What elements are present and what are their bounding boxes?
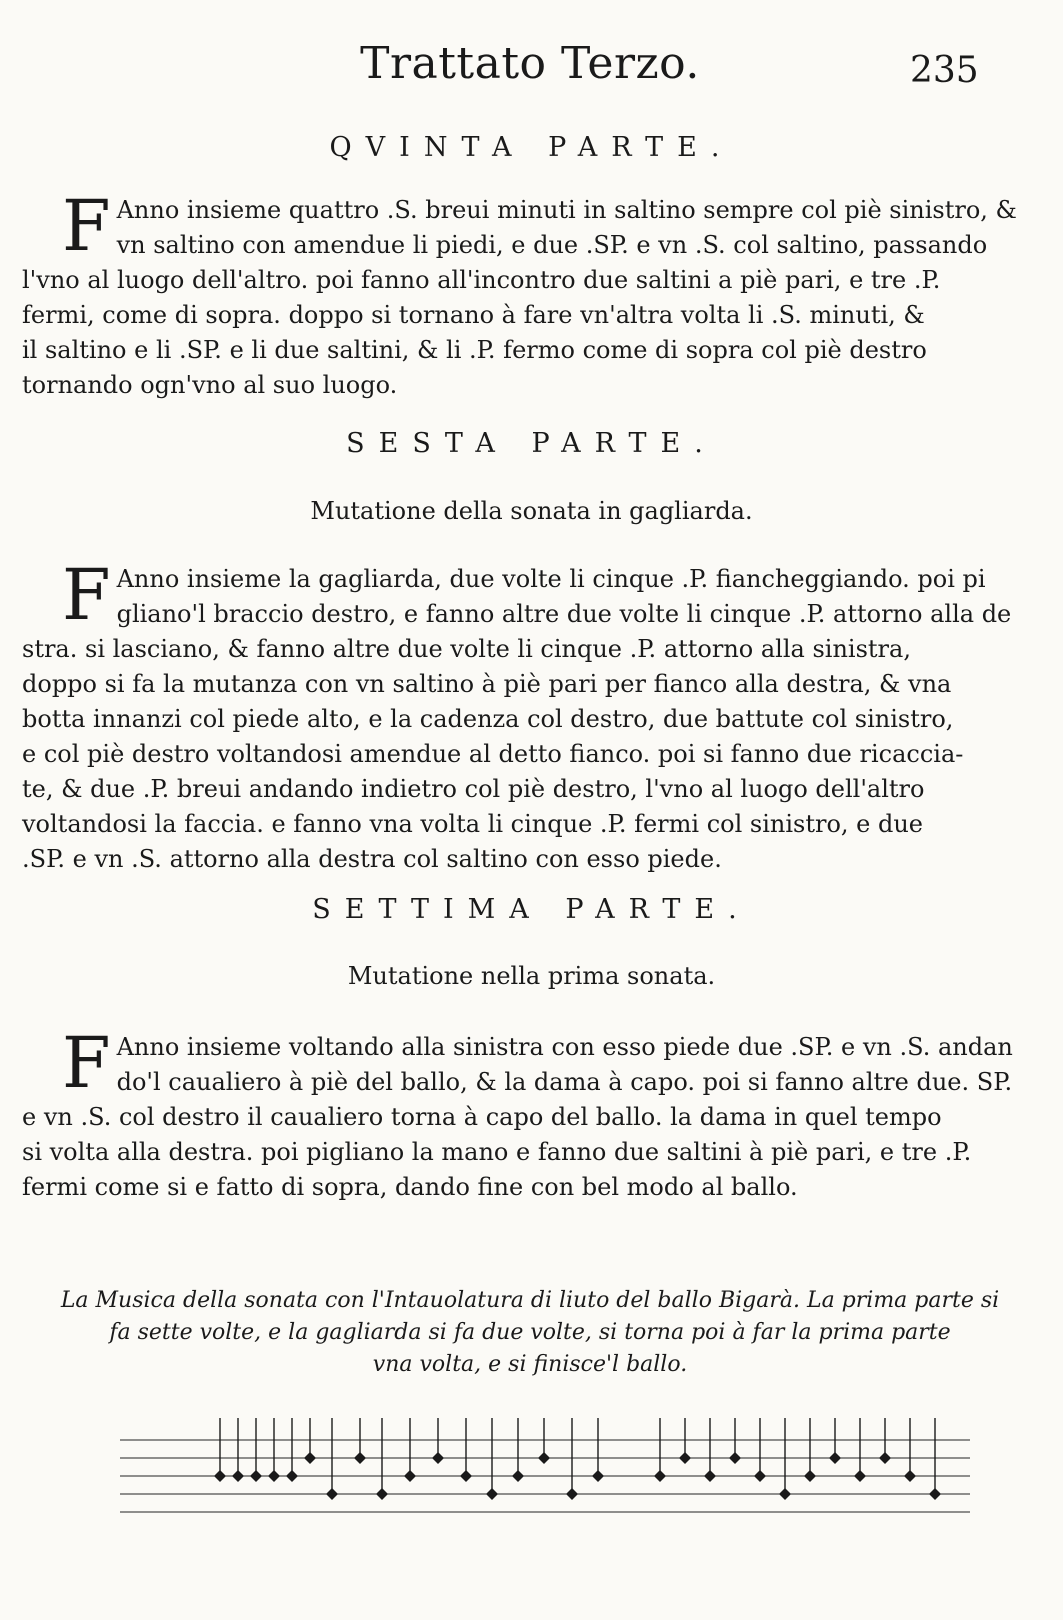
text-line: voltandosi la faccia. e fanno vna volta li cinque .P. fermi col sinistro, e due: [22, 810, 924, 838]
diamond-note-icon: [729, 1452, 741, 1464]
text-line: e vn .S. col destro il caualiero torna à capo del ballo. la dama in quel tempo: [22, 1103, 942, 1131]
diamond-note-icon: [286, 1470, 298, 1482]
text-line: Anno insieme voltando alla sinistra con esso piede due .SP. e vn .S. andan: [116, 1033, 1013, 1061]
text-line: fermi, come di sopra. doppo si tornano à fare vn'altra volta li .S. minuti, &: [22, 301, 925, 329]
diamond-note-icon: [704, 1470, 716, 1482]
text-line: il saltino e li .SP. e li due saltini, & li .P. fermo come di sopra col piè destro: [22, 336, 927, 364]
music-caption: [40, 1285, 1020, 1381]
diamond-note-icon: [376, 1488, 388, 1500]
diamond-note-icon: [486, 1488, 498, 1500]
text-line: .SP. e vn .S. attorno alla destra col saltino con esso piede.: [22, 845, 722, 873]
diamond-note-icon: [779, 1488, 791, 1500]
paragraph-quinta: [22, 185, 1017, 403]
diamond-note-icon: [404, 1470, 416, 1482]
caption-line: fa sette volte, e la gagliarda si fa due volte, si torna poi à far la prima parte: [109, 1320, 951, 1345]
text-line: te, & due .P. breui andando indietro col piè destro, l'vno al luogo dell'altro: [22, 775, 925, 803]
diamond-note-icon: [460, 1470, 472, 1482]
lute-tablature-illustration: [120, 1410, 970, 1530]
page-number: 235: [910, 50, 979, 91]
text-line: Anno insieme quattro .S. breui minuti in saltino sempre col piè sinistro, &: [116, 196, 1017, 224]
text-line: si volta alla destra. poi pigliano la mano e fanno due saltini à piè pari, e tre .P.: [22, 1138, 972, 1166]
diamond-note-icon: [432, 1452, 444, 1464]
diamond-note-icon: [679, 1452, 691, 1464]
diamond-note-icon: [326, 1488, 338, 1500]
subheading-sesta: Mutatione della sonata in gagliarda.: [310, 497, 753, 525]
drop-cap-initial: F: [62, 185, 111, 267]
diamond-note-icon: [566, 1488, 578, 1500]
diamond-note-icon: [829, 1452, 841, 1464]
diamond-note-icon: [804, 1470, 816, 1482]
diamond-note-icon: [654, 1470, 666, 1482]
caption-line: vna volta, e si finisce'l ballo.: [372, 1352, 688, 1377]
diamond-note-icon: [754, 1470, 766, 1482]
diamond-note-icon: [250, 1470, 262, 1482]
diamond-note-icon: [592, 1470, 604, 1482]
running-title: Trattato Terzo.: [360, 38, 700, 89]
diamond-note-icon: [304, 1452, 316, 1464]
paragraph-settima: [22, 1022, 1013, 1205]
drop-cap-initial: F: [62, 554, 111, 636]
text-line: e col piè destro voltandosi amendue al detto fianco. poi si fanno due ricaccia-: [22, 740, 964, 768]
diamond-note-icon: [854, 1470, 866, 1482]
section-heading-settima: SETTIMA PARTE.: [312, 894, 751, 925]
text-line: do'l caualiero à piè del ballo, & la dama à capo. poi si fanno altre due. SP.: [116, 1068, 1013, 1096]
text-line: vn saltino con amendue li piedi, e due .SP. e vn .S. col saltino, passando: [116, 231, 988, 259]
diamond-note-icon: [268, 1470, 280, 1482]
caption-line: La Musica della sonata con l'Intauolatura di liuto del ballo Bigarà. La prima parte si: [60, 1288, 1000, 1313]
text-line: botta innanzi col piede alto, e la cadenza col destro, due battute col sinistro,: [22, 705, 954, 733]
text-line: stra. si lasciano, & fanno altre due volte li cinque .P. attorno alla sinistra,: [22, 635, 911, 663]
text-line: Anno insieme la gagliarda, due volte li cinque .P. fiancheggiando. poi pi: [116, 565, 986, 593]
text-line: tornando ogn'vno al suo luogo.: [22, 371, 398, 399]
diamond-note-icon: [904, 1470, 916, 1482]
diamond-note-icon: [232, 1470, 244, 1482]
diamond-note-icon: [929, 1488, 941, 1500]
diamond-note-icon: [879, 1452, 891, 1464]
section-heading-quinta: QVINTA PARTE.: [329, 132, 734, 163]
text-line: l'vno al luogo dell'altro. poi fanno all'incontro due saltini a piè pari, e tre .P.: [22, 266, 941, 294]
subheading-settima: Mutatione nella prima sonata.: [347, 962, 716, 990]
diamond-note-icon: [538, 1452, 550, 1464]
paragraph-sesta: [22, 554, 1012, 877]
diamond-note-icon: [512, 1470, 524, 1482]
diamond-note-icon: [354, 1452, 366, 1464]
text-line: fermi come si e fatto di sopra, dando fine con bel modo al ballo.: [22, 1173, 798, 1201]
diamond-note-icon: [214, 1470, 226, 1482]
tablature-notes: [214, 1418, 941, 1500]
section-heading-sesta: SESTA PARTE.: [346, 428, 717, 459]
text-line: gliano'l braccio destro, e fanno altre due volte li cinque .P. attorno alla de: [116, 600, 1012, 628]
drop-cap-initial: F: [62, 1022, 111, 1104]
tablature-staff: [120, 1440, 970, 1512]
text-line: doppo si fa la mutanza con vn saltino à piè pari per fianco alla destra, & vna: [22, 670, 952, 698]
